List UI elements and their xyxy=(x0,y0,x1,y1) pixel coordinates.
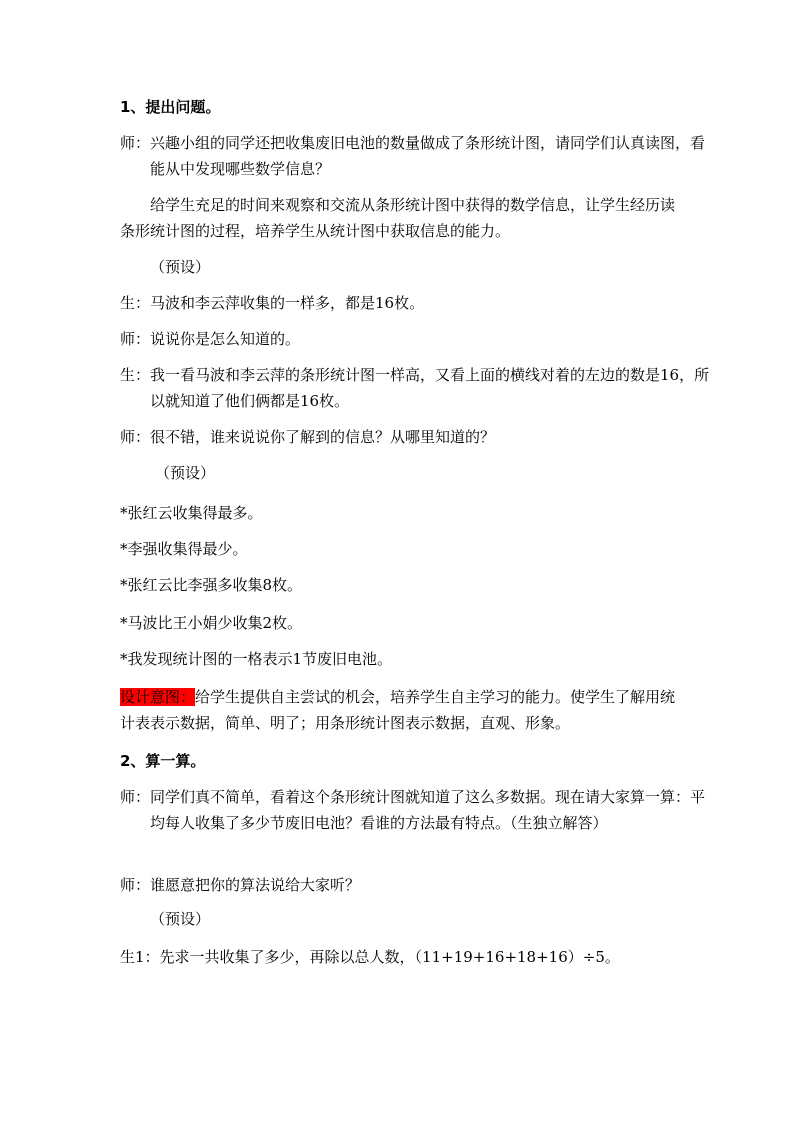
teacher-question-1: 师：兴趣小组的同学还把收集废旧电池的数量做成了条形统计图，请同学们认真读图，看能从中发现哪些数学信息？ xyxy=(120,134,706,178)
section2-heading: 2、算一算。 xyxy=(120,752,206,770)
student-answer-1: 生：马波和李云萍收集的一样多，都是16枚。 xyxy=(120,294,425,312)
teaching-note-1: 给学生充足的时间来观察和交流从条形统计图中获得的数学信息，让学生经历读条形统计图的过程，培养学生从统计图中获取信息的能力。 xyxy=(120,196,676,240)
bullet-item: *张红云收集得最多。 xyxy=(120,504,263,522)
teacher-question-3: 师：很不错，谁来说说你了解到的信息？从哪里知道的？ xyxy=(120,428,496,446)
section1-heading: 1、提出问题。 xyxy=(120,98,221,116)
teacher-question-2: 师：说说你是怎么知道的。 xyxy=(120,330,301,348)
preset-label-2: （预设） xyxy=(155,464,216,482)
bullet-item: *李强收集得最少。 xyxy=(120,540,248,558)
design-intent-tag: 设计意图： xyxy=(120,688,196,706)
bullet-item: *马波比王小娟少收集2枚。 xyxy=(120,614,303,632)
teacher-question-4: 师：同学们真不简单，看着这个条形统计图就知道了这么多数据。现在请大家算一算：平均每人收集了多少节废旧电池？看谁的方法最有特点。（生独立解答） xyxy=(120,788,706,832)
bullet-item: *我发现统计图的一格表示1节废旧电池。 xyxy=(120,650,393,668)
design-intent-text: 给学生提供自主尝试的机会，培养学生自主学习的能力。使学生了解用统计表表示数据，简单、明了；用条形统计图表示数据，直观、形象。 xyxy=(120,688,676,732)
design-intent-paragraph xyxy=(120,684,680,736)
preset-label-3: （预设） xyxy=(150,910,211,928)
teacher-question-5: 师：谁愿意把你的算法说给大家听？ xyxy=(120,876,361,894)
preset-label-1: （预设） xyxy=(150,258,211,276)
bullet-item: *张红云比李强多收集8枚。 xyxy=(120,576,303,594)
student-answer-2: 生：我一看马波和李云萍的条形统计图一样高，又看上面的横线对着的左边的数是16，所以就知道了他们俩都是16枚。 xyxy=(120,366,710,410)
student-answer-3: 生1：先求一共收集了多少，再除以总人数，（11+19+16+18+16）÷5。 xyxy=(120,948,620,966)
